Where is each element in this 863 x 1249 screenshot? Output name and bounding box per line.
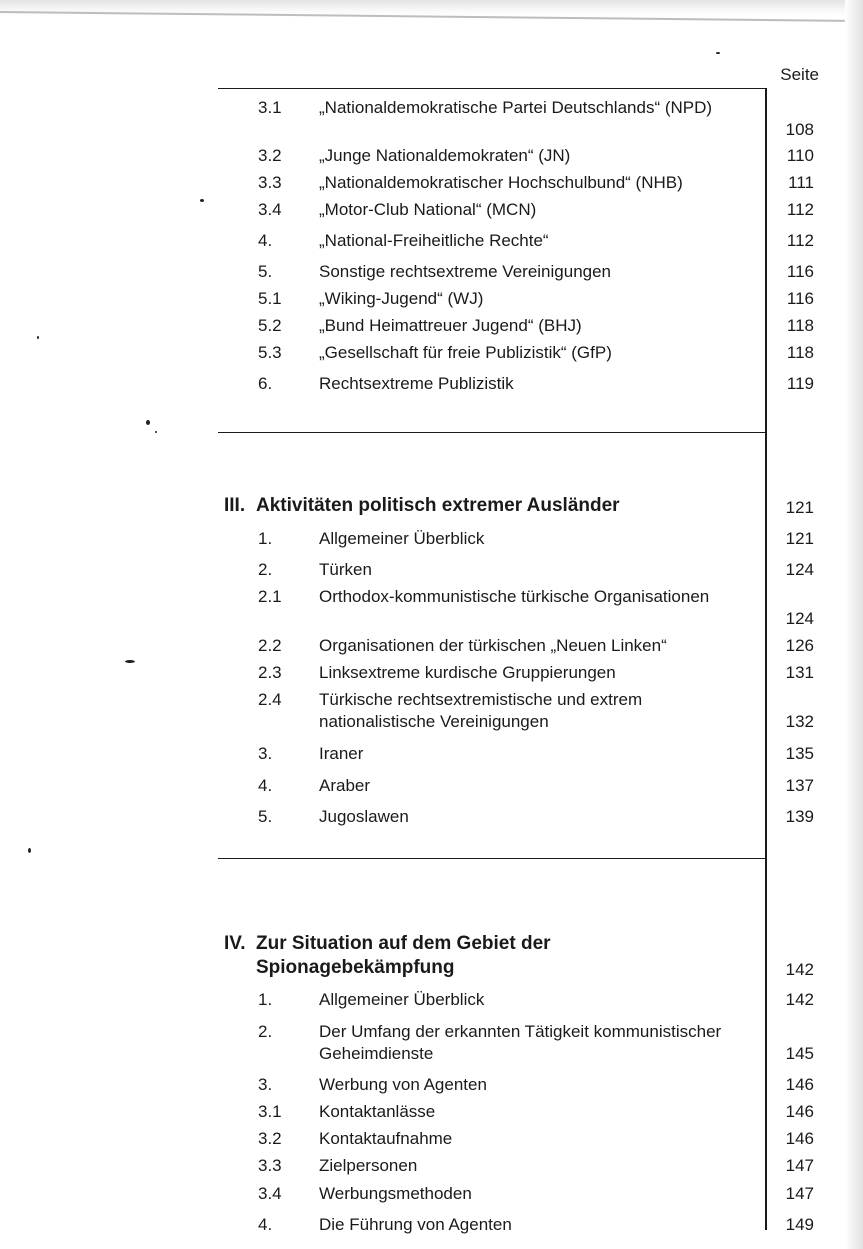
entry-page: 142 [785, 990, 814, 1009]
entry-page: 118 [786, 316, 814, 335]
entry-title: Organisationen der türkischen „Neuen Linken“ [319, 636, 667, 655]
entry-number: 3.2 [258, 146, 282, 165]
entry-number: 5.3 [258, 343, 282, 362]
entry-number: 4. [258, 776, 273, 795]
entry-title: „Wiking-Jugend“ (WJ) [319, 289, 484, 308]
entry-page: 124 [785, 560, 814, 579]
entry-title: Kontaktaufnahme [319, 1129, 453, 1148]
entry-page: 149 [785, 1215, 814, 1234]
scan-speck [200, 199, 204, 202]
entry-title: „Motor-Club National“ (MCN) [319, 200, 537, 219]
entry-title: Der Umfang der erkannten Tätigkeit kommunistischer Geheimdienste [319, 1022, 722, 1063]
section-number: III. [224, 495, 246, 516]
entry-title: Die Führung von Agenten [319, 1215, 512, 1234]
entry-number: 3.4 [258, 1184, 282, 1203]
page-column-header: Seite [780, 65, 819, 84]
entry-title: „National-Freiheitliche Rechte“ [319, 231, 549, 250]
entry-title: „Bund Heimattreuer Jugend“ (BHJ) [319, 316, 582, 335]
entry-page: 145 [785, 1044, 814, 1063]
entry-title: Rechtsextreme Publizistik [319, 374, 514, 393]
scan-speck [155, 431, 157, 433]
entry-page: 116 [786, 289, 814, 308]
entry-number: 4. [258, 1215, 273, 1234]
entry-page: 112 [786, 231, 814, 250]
entry-number: 6. [258, 374, 273, 393]
entry-title: Kontaktanlässe [319, 1102, 436, 1121]
entry-number: 3.1 [258, 98, 282, 117]
entry-page: 110 [786, 146, 814, 165]
entry-page: 116 [786, 262, 814, 281]
entry-title: Türken [319, 560, 372, 579]
entry-number: 2.2 [258, 636, 282, 655]
entry-page: 137 [785, 776, 814, 795]
entry-page: 139 [785, 807, 814, 826]
entry-number: 2.4 [258, 690, 282, 709]
entry-page: 135 [785, 744, 814, 763]
entry-number: 1. [258, 529, 273, 548]
scan-speck [125, 660, 135, 663]
entry-number: 3. [258, 744, 273, 763]
entry-number: 2.1 [258, 587, 282, 606]
section-title: Aktivitäten politisch extremer Ausländer [256, 495, 620, 516]
entry-number: 5. [258, 262, 273, 281]
entry-title: „Nationaldemokratische Partei Deutschlands“ (NPD) [319, 98, 713, 117]
entry-title: Allgemeiner Überblick [319, 529, 485, 548]
entry-number: 3. [258, 1075, 273, 1094]
entry-number: 3.3 [258, 1156, 282, 1175]
entry-page: 131 [785, 663, 814, 682]
scan-right-edge [845, 0, 863, 1249]
entry-number: 4. [258, 231, 273, 250]
entry-page: 146 [785, 1102, 814, 1121]
entry-title: Iraner [319, 744, 364, 763]
entry-page: 112 [786, 200, 814, 219]
entry-page: 121 [785, 529, 814, 548]
scan-speck [716, 52, 720, 54]
section-number: IV. [224, 933, 246, 954]
entry-title: „Gesellschaft für freie Publizistik“ (GfP) [319, 343, 612, 362]
entry-title: Sonstige rechtsextreme Vereinigungen [319, 262, 612, 281]
entry-title: Araber [319, 776, 371, 795]
section-title: Zur Situation auf dem Gebiet der Spionagebekämpfung [256, 933, 551, 978]
scan-speck [28, 848, 31, 853]
scan-speck [146, 420, 150, 425]
page-column-rule [765, 88, 767, 1230]
entry-title: Werbungsmethoden [319, 1184, 472, 1203]
entry-number: 3.2 [258, 1129, 282, 1148]
entry-number: 3.4 [258, 200, 282, 219]
entry-number: 2. [258, 1022, 273, 1041]
entry-page: 111 [788, 173, 814, 192]
entry-title: Orthodox-kommunistische türkische Organisationen [319, 587, 710, 606]
entry-page: 124 [785, 609, 814, 628]
entry-page: 118 [786, 343, 814, 362]
entry-number: 2. [258, 560, 273, 579]
entry-page: 108 [785, 120, 814, 139]
entry-title: Werbung von Agenten [319, 1075, 487, 1094]
section-page: 121 [785, 498, 814, 517]
entry-page: 119 [786, 374, 814, 393]
entry-page: 147 [785, 1156, 814, 1175]
entry-title: Türkische rechtsextremistische und extrem nationalistische Vereinigungen [319, 690, 643, 731]
entry-title: Zielpersonen [319, 1156, 418, 1175]
top-rule [218, 88, 765, 89]
section-page: 142 [785, 960, 814, 979]
entry-page: 132 [785, 712, 814, 731]
entry-number: 1. [258, 990, 273, 1009]
entry-number: 5. [258, 807, 273, 826]
section-divider [218, 432, 765, 433]
entry-number: 5.1 [258, 289, 282, 308]
entry-title: Linksextreme kurdische Gruppierungen [319, 663, 616, 682]
entry-number: 3.1 [258, 1102, 282, 1121]
entry-number: 5.2 [258, 316, 282, 335]
entry-page: 146 [785, 1075, 814, 1094]
entry-title: „Junge Nationaldemokraten“ (JN) [319, 146, 571, 165]
entry-number: 2.3 [258, 663, 282, 682]
entry-title: Jugoslawen [319, 807, 409, 826]
entry-page: 147 [785, 1184, 814, 1203]
entry-number: 3.3 [258, 173, 282, 192]
scan-speck [37, 336, 39, 339]
entry-title: Allgemeiner Überblick [319, 990, 485, 1009]
section-divider [218, 858, 765, 859]
entry-page: 126 [785, 636, 814, 655]
entry-title: „Nationaldemokratischer Hochschulbund“ (NHB) [319, 173, 683, 192]
entry-page: 146 [785, 1129, 814, 1148]
